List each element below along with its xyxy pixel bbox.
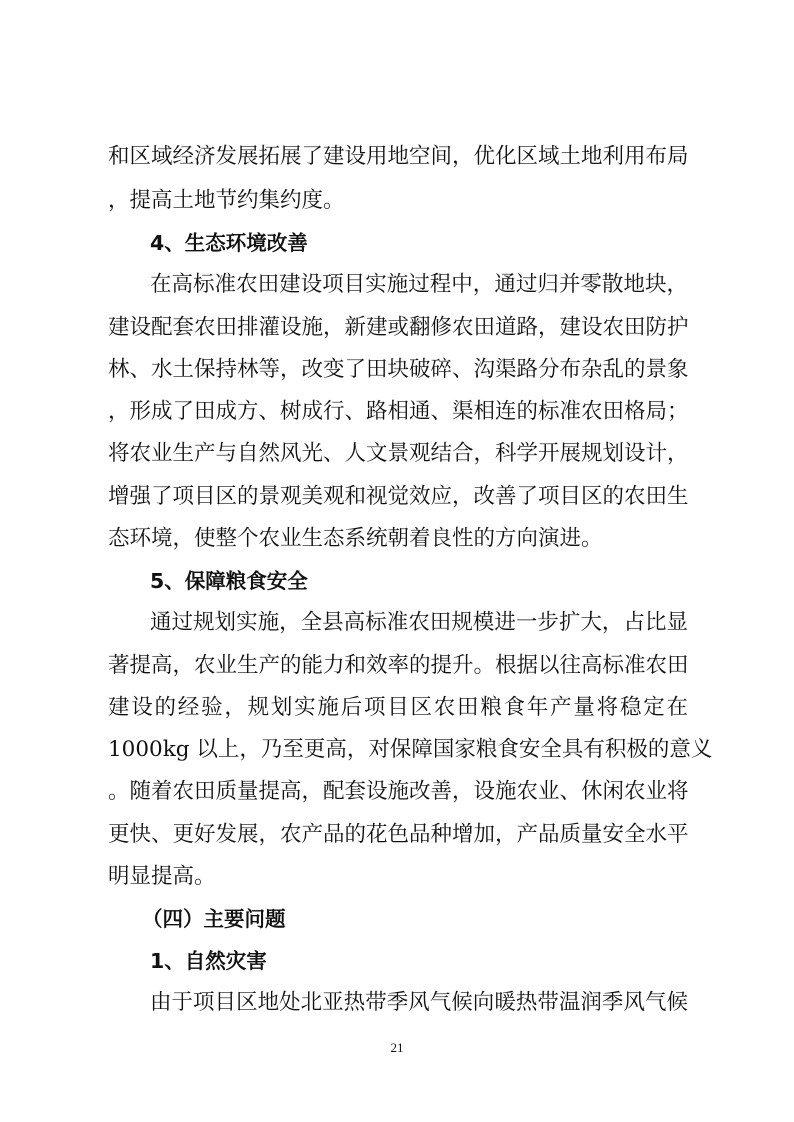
- body-text-line: 建设的经验，规划实施后项目区农田粮食年产量将稳定在: [108, 695, 688, 720]
- section-heading-food-security: 5、保障粮食安全: [150, 569, 308, 593]
- body-text-line: ，形成了田成方、树成行、路相通、渠相连的标准农田格局；: [108, 399, 689, 424]
- section-heading-main-issues: （四）主要问题: [142, 907, 286, 931]
- body-text-line: 明显提高。: [108, 864, 216, 889]
- body-text-line: 。随着农田质量提高，配套设施改善，设施农业、休闲农业将: [108, 779, 689, 804]
- body-text-line: 著提高，农业生产的能力和效率的提升。根据以往高标准农田: [108, 653, 689, 678]
- body-text-line: 在高标准农田建设项目实施过程中，通过归并零散地块，: [150, 272, 688, 297]
- section-heading-natural-disasters: 1、自然灾害: [150, 949, 267, 973]
- body-text-line: ，提高土地节约集约度。: [108, 188, 345, 213]
- body-text-line: 建设配套农田排灌设施，新建或翻修农田道路，建设农田防护: [108, 315, 689, 340]
- body-text-line: 更快、更好发展，农产品的花色品种增加，产品质量安全水平: [108, 822, 689, 847]
- body-text-line: 林、水土保持林等，改变了田块破碎、沟渠路分布杂乱的景象: [108, 357, 689, 382]
- body-text-line: 增强了项目区的景观美观和视觉效应，改善了项目区的农田生: [108, 484, 689, 509]
- page-number: 21: [390, 1040, 404, 1055]
- body-text-line: 通过规划实施，全县高标准农田规模进一步扩大，占比显: [150, 610, 688, 635]
- body-text-line: 由于项目区地处北亚热带季风气候向暖热带温润季风气候: [150, 990, 688, 1015]
- body-text-line: 态环境，使整个农业生态系统朝着良性的方向演进。: [108, 526, 603, 551]
- body-text-line: 和区域经济发展拓展了建设用地空间，优化区域土地利用布局: [108, 144, 689, 169]
- body-text-line: 1000kg 以上，乃至更高，对保障国家粮食安全具有积极的意义: [108, 737, 713, 762]
- section-heading-ecology: 4、生态环境改善: [150, 231, 308, 255]
- body-text-line: 将农业生产与自然风光、人文景观结合，科学开展规划设计，: [108, 441, 689, 466]
